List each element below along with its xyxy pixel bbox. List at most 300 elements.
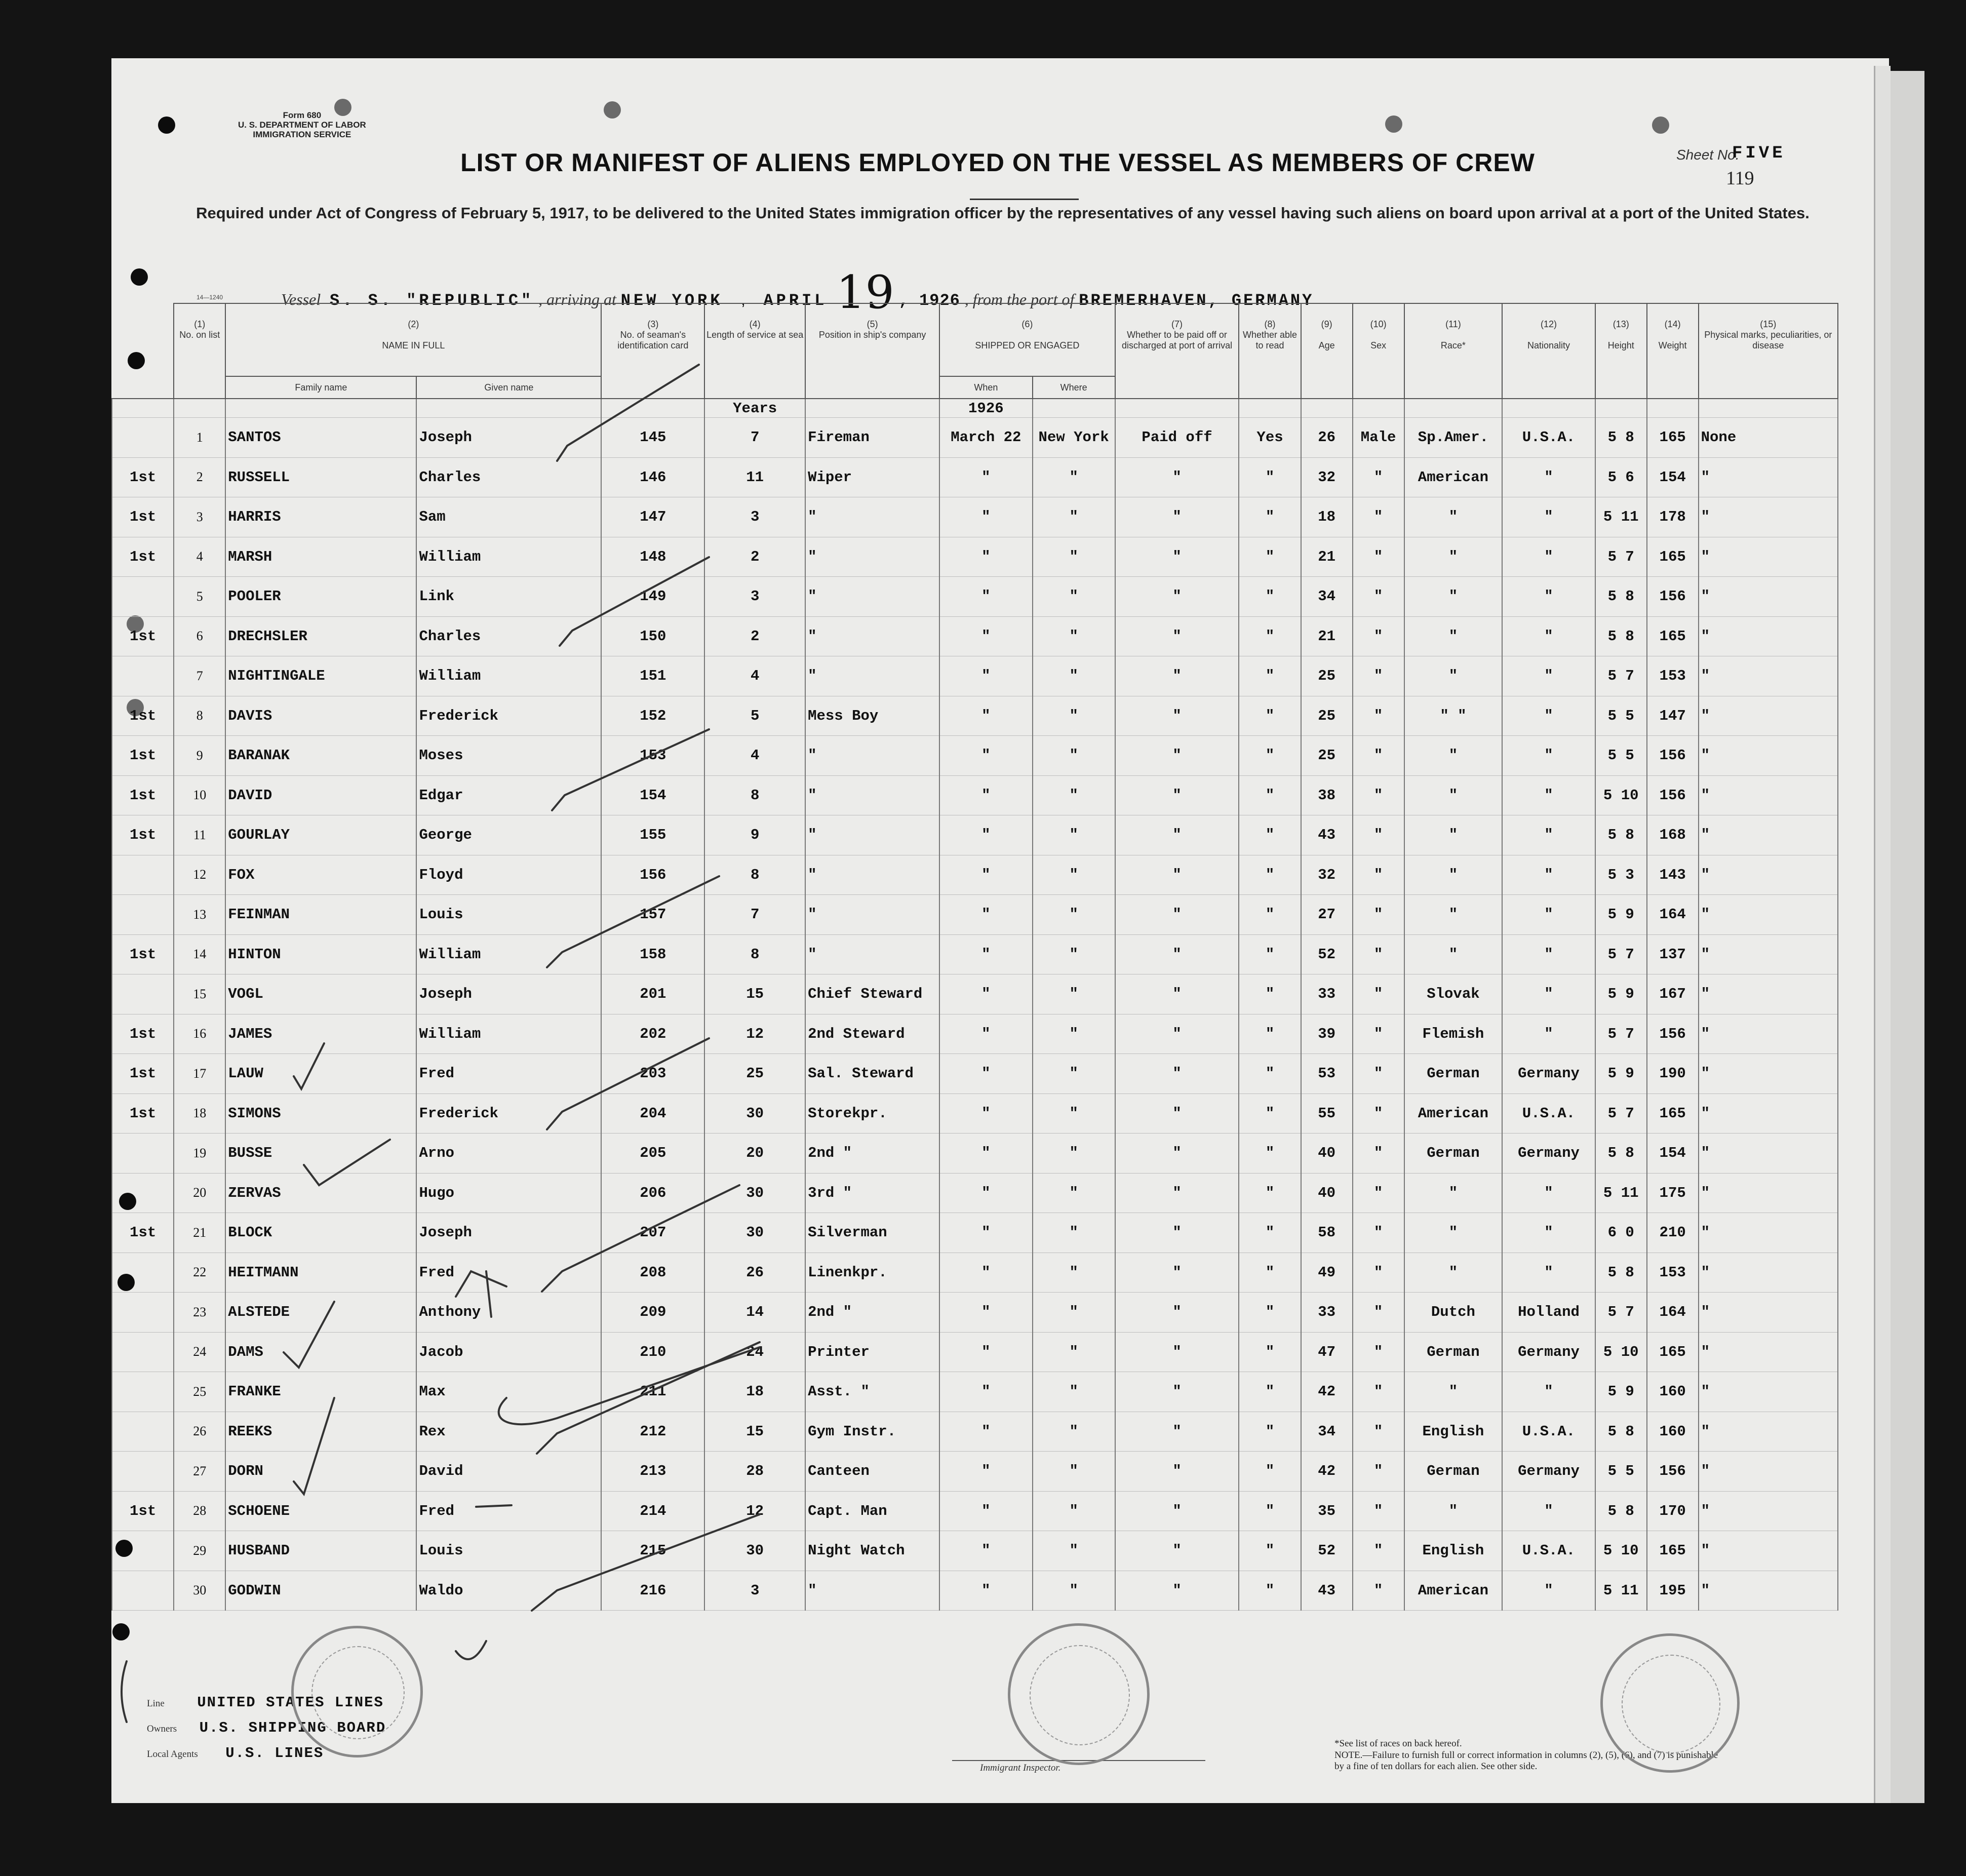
cell-shipped-when: ": [939, 1014, 1032, 1054]
cell-weight: 164: [1647, 1293, 1699, 1333]
cell-age: 32: [1301, 855, 1353, 895]
cell-physical-marks: ": [1699, 497, 1838, 537]
cell-paid-off: ": [1115, 1054, 1239, 1094]
cell-shipped-when: ": [939, 1173, 1032, 1213]
cell-given-name: Edgar: [416, 775, 601, 815]
cell-nationality: Holland: [1502, 1293, 1595, 1333]
cell-nationality: ": [1502, 497, 1595, 537]
cell-race: Slovak: [1404, 974, 1503, 1014]
cell-nationality: ": [1502, 577, 1595, 617]
cell-paid-off: ": [1115, 1571, 1239, 1611]
cell-weight: 165: [1647, 418, 1699, 458]
cell-position: 2nd Steward: [805, 1014, 939, 1054]
cell-physical-marks: ": [1699, 895, 1838, 935]
cell-weight: 160: [1647, 1372, 1699, 1412]
cell-family-name: DORN: [225, 1452, 416, 1492]
cell-able-to-read: ": [1239, 1531, 1301, 1571]
cell-years-service: 25: [704, 1054, 805, 1094]
cell-row-mark: 1st: [112, 1093, 174, 1134]
line-label: Line: [147, 1698, 165, 1709]
cell-paid-off: ": [1115, 1491, 1239, 1531]
cell-position: ": [805, 577, 939, 617]
manifest-subtitle: Required under Act of Congress of February 5, 1917, to be delivered to the United States immigration officer by the representatives of any vessel having such aliens on board upon arrival at a port of the United States.: [196, 204, 1810, 222]
vessel-line: Vessel S. S. "REPUBLIC" , arriving at NEW YORK , APRIL 19 , 1926 , from the port of BREMERHAVEN, GERMANY: [281, 266, 1314, 319]
cell-shipped-when: ": [939, 1213, 1032, 1253]
cell-paid-off: ": [1115, 1531, 1239, 1571]
cell-row-mark: 1st: [112, 616, 174, 656]
cell-family-name: MARSH: [225, 537, 416, 577]
cell-sex: ": [1353, 1332, 1404, 1372]
cell-sex: ": [1353, 1134, 1404, 1174]
cell-shipped-where: ": [1033, 1134, 1115, 1174]
cell-shipped-when: ": [939, 1531, 1032, 1571]
cell-position: Chief Steward: [805, 974, 939, 1014]
cell-nationality: ": [1502, 815, 1595, 855]
cell-id-card-number: 206: [601, 1173, 704, 1213]
cell-id-card-number: 208: [601, 1253, 704, 1293]
cell-years-service: 15: [704, 974, 805, 1014]
cell-row-number: 5: [174, 577, 225, 617]
cell-age: 47: [1301, 1332, 1353, 1372]
cell-nationality: ": [1502, 656, 1595, 696]
cell-weight: 170: [1647, 1491, 1699, 1531]
cell-nationality: ": [1502, 974, 1595, 1014]
cell-paid-off: ": [1115, 696, 1239, 736]
cell-row-mark: 1st: [112, 1054, 174, 1094]
cell-position: ": [805, 497, 939, 537]
cell-position: Canteen: [805, 1452, 939, 1492]
cell-age: 18: [1301, 497, 1353, 537]
cell-age: 58: [1301, 1213, 1353, 1253]
cell-given-name: Joseph: [416, 1213, 601, 1253]
cell-paid-off: ": [1115, 656, 1239, 696]
cell-family-name: REEKS: [225, 1412, 416, 1452]
col-given-header: Given name: [416, 376, 601, 399]
cell-able-to-read: ": [1239, 577, 1301, 617]
cell-age: 52: [1301, 1531, 1353, 1571]
cell-shipped-where: ": [1033, 1452, 1115, 1492]
cell-row-mark: 1st: [112, 457, 174, 497]
cell-race: ": [1404, 1372, 1503, 1412]
cell-family-name: BUSSE: [225, 1134, 416, 1174]
cell-height: 5 7: [1595, 934, 1647, 974]
cell-family-name: SCHOENE: [225, 1491, 416, 1531]
cell-position: Fireman: [805, 418, 939, 458]
cell-sex: ": [1353, 537, 1404, 577]
cell-id-card-number: 157: [601, 895, 704, 935]
cell-physical-marks: ": [1699, 656, 1838, 696]
owners-value: U.S. SHIPPING BOARD: [199, 1719, 386, 1736]
cell-race: German: [1404, 1332, 1503, 1372]
cell-race: ": [1404, 736, 1503, 776]
cell-race: Dutch: [1404, 1293, 1503, 1333]
cell-sex: ": [1353, 696, 1404, 736]
cell-family-name: POOLER: [225, 577, 416, 617]
cell-row-number: 16: [174, 1014, 225, 1054]
cell-years-service: 30: [704, 1213, 805, 1253]
cell-nationality: ": [1502, 1491, 1595, 1531]
cell-family-name: HINTON: [225, 934, 416, 974]
cell-race: ": [1404, 855, 1503, 895]
cell-given-name: Link: [416, 577, 601, 617]
cell-race: English: [1404, 1531, 1503, 1571]
cell-race: American: [1404, 1093, 1503, 1134]
cell-row-number: 12: [174, 855, 225, 895]
cell-race: ": [1404, 775, 1503, 815]
cell-row-number: 26: [174, 1412, 225, 1452]
cell-physical-marks: ": [1699, 1332, 1838, 1372]
cell-shipped-when: ": [939, 1054, 1032, 1094]
cell-shipped-where: ": [1033, 457, 1115, 497]
form-number: Form 680: [283, 110, 322, 120]
cell-height: 5 8: [1595, 1412, 1647, 1452]
cell-paid-off: ": [1115, 1332, 1239, 1372]
cell-sex: ": [1353, 1491, 1404, 1531]
cell-physical-marks: ": [1699, 934, 1838, 974]
cell-given-name: William: [416, 656, 601, 696]
cell-physical-marks: ": [1699, 1093, 1838, 1134]
cell-id-card-number: 205: [601, 1134, 704, 1174]
cell-years-service: 20: [704, 1134, 805, 1174]
check-mark: [284, 1302, 334, 1367]
cell-weight: 147: [1647, 696, 1699, 736]
cell-weight: 195: [1647, 1571, 1699, 1611]
cell-shipped-when: ": [939, 537, 1032, 577]
cell-years-service: 28: [704, 1452, 805, 1492]
cell-weight: 143: [1647, 855, 1699, 895]
cell-race: German: [1404, 1054, 1503, 1094]
cell-shipped-when: ": [939, 1253, 1032, 1293]
cell-paid-off: ": [1115, 895, 1239, 935]
cell-able-to-read: ": [1239, 497, 1301, 537]
cell-family-name: BARANAK: [225, 736, 416, 776]
cell-family-name: JAMES: [225, 1014, 416, 1054]
col-where-header: Where: [1033, 376, 1115, 399]
cell-row-mark: 1st: [112, 696, 174, 736]
cell-family-name: FRANKE: [225, 1372, 416, 1412]
cell-age: 42: [1301, 1452, 1353, 1492]
cell-position: 2nd ": [805, 1293, 939, 1333]
cell-shipped-when: ": [939, 974, 1032, 1014]
cell-shipped-where: ": [1033, 1491, 1115, 1531]
cell-paid-off: ": [1115, 457, 1239, 497]
cell-weight: 156: [1647, 1452, 1699, 1492]
cell-sex: ": [1353, 1253, 1404, 1293]
cell-years-service: 14: [704, 1293, 805, 1333]
agents-label: Local Agents: [147, 1749, 198, 1760]
cell-shipped-where: ": [1033, 1571, 1115, 1611]
cell-id-card-number: 155: [601, 815, 704, 855]
cell-given-name: Fred: [416, 1491, 601, 1531]
cell-row-number: 30: [174, 1571, 225, 1611]
cell-able-to-read: ": [1239, 775, 1301, 815]
cell-row-number: 15: [174, 974, 225, 1014]
cell-age: 34: [1301, 577, 1353, 617]
vessel-name: S. S. "REPUBLIC": [329, 291, 534, 310]
cell-shipped-where: ": [1033, 577, 1115, 617]
cell-years-service: 11: [704, 457, 805, 497]
cell-years-service: 2: [704, 616, 805, 656]
cell-nationality: ": [1502, 1213, 1595, 1253]
cell-nationality: ": [1502, 736, 1595, 776]
check-mark: [560, 557, 709, 646]
col-family-header: Family name: [225, 376, 416, 399]
cell-able-to-read: Yes: [1239, 418, 1301, 458]
cell-id-card-number: 145: [601, 418, 704, 458]
cell-weight: 160: [1647, 1412, 1699, 1452]
col-weight-header: (14) Weight: [1647, 303, 1699, 399]
form-service: IMMIGRATION SERVICE: [253, 130, 351, 139]
cell-shipped-where: ": [1033, 1253, 1115, 1293]
cell-row-number: 10: [174, 775, 225, 815]
inspector-label: Immigrant Inspector.: [980, 1763, 1061, 1773]
cell-row-mark: 1st: [112, 537, 174, 577]
cell-row-number: 2: [174, 457, 225, 497]
cell-able-to-read: ": [1239, 1491, 1301, 1531]
cell-able-to-read: ": [1239, 457, 1301, 497]
cell-shipped-where: ": [1033, 815, 1115, 855]
col-read-header: (8) Whether able to read: [1239, 303, 1301, 399]
cell-family-name: ZERVAS: [225, 1173, 416, 1213]
cell-position: ": [805, 736, 939, 776]
cell-given-name: Max: [416, 1372, 601, 1412]
cell-row-number: 3: [174, 497, 225, 537]
cell-sex: ": [1353, 616, 1404, 656]
cell-shipped-when: ": [939, 855, 1032, 895]
col-when-header: When: [939, 376, 1032, 399]
cell-sex: ": [1353, 1213, 1404, 1253]
cell-row-number: 19: [174, 1134, 225, 1174]
cell-shipped-when: ": [939, 895, 1032, 935]
cell-position: ": [805, 616, 939, 656]
cell-row-mark: 1st: [112, 1491, 174, 1531]
cell-race: American: [1404, 1571, 1503, 1611]
cell-age: 35: [1301, 1491, 1353, 1531]
cell-physical-marks: ": [1699, 1491, 1838, 1531]
cell-id-card-number: 204: [601, 1093, 704, 1134]
cell-given-name: William: [416, 537, 601, 577]
cell-row-number: 22: [174, 1253, 225, 1293]
cell-weight: 190: [1647, 1054, 1699, 1094]
cell-id-card-number: 146: [601, 457, 704, 497]
cell-weight: 154: [1647, 457, 1699, 497]
cell-height: 5 7: [1595, 1014, 1647, 1054]
cell-race: Flemish: [1404, 1014, 1503, 1054]
cell-shipped-where: ": [1033, 1093, 1115, 1134]
cell-row-number: 1: [174, 418, 225, 458]
cell-shipped-when: ": [939, 1491, 1032, 1531]
cell-physical-marks: ": [1699, 1293, 1838, 1333]
cell-sex: ": [1353, 1054, 1404, 1094]
cell-family-name: DRECHSLER: [225, 616, 416, 656]
cell-position: Night Watch: [805, 1531, 939, 1571]
cell-age: 21: [1301, 537, 1353, 577]
col-service-header: (4) Length of service at sea: [704, 303, 805, 399]
cell-paid-off: ": [1115, 1173, 1239, 1213]
cell-weight: 153: [1647, 1253, 1699, 1293]
col-name-header: (2) NAME IN FULL: [225, 303, 601, 376]
cell-given-name: Louis: [416, 1531, 601, 1571]
cell-sex: ": [1353, 656, 1404, 696]
cell-race: ": [1404, 537, 1503, 577]
cell-row-number: 8: [174, 696, 225, 736]
cell-position: 2nd ": [805, 1134, 939, 1174]
cell-paid-off: ": [1115, 616, 1239, 656]
cell-shipped-where: ": [1033, 537, 1115, 577]
cell-shipped-when: ": [939, 815, 1032, 855]
cell-position: ": [805, 537, 939, 577]
cell-nationality: ": [1502, 457, 1595, 497]
cell-weight: 165: [1647, 616, 1699, 656]
cell-years-service: 30: [704, 1093, 805, 1134]
cell-able-to-read: ": [1239, 895, 1301, 935]
cell-paid-off: ": [1115, 1412, 1239, 1452]
cell-able-to-read: ": [1239, 1293, 1301, 1333]
cell-height: 5 8: [1595, 1491, 1647, 1531]
check-mark: [304, 1140, 390, 1185]
cell-weight: 156: [1647, 775, 1699, 815]
cell-nationality: ": [1502, 696, 1595, 736]
cell-height: 5 8: [1595, 1253, 1647, 1293]
cell-id-card-number: 214: [601, 1491, 704, 1531]
cell-nationality: ": [1502, 537, 1595, 577]
cell-height: 5 8: [1595, 616, 1647, 656]
cell-able-to-read: ": [1239, 1014, 1301, 1054]
cell-id-card-number: 151: [601, 656, 704, 696]
cell-age: 53: [1301, 1054, 1353, 1094]
cell-shipped-when: ": [939, 775, 1032, 815]
cell-row-mark: 1st: [112, 934, 174, 974]
cell-family-name: LAUW: [225, 1054, 416, 1094]
cell-given-name: Anthony: [416, 1293, 601, 1333]
cell-given-name: Waldo: [416, 1571, 601, 1611]
cell-given-name: Jacob: [416, 1332, 601, 1372]
cell-nationality: ": [1502, 1571, 1595, 1611]
cell-able-to-read: ": [1239, 1253, 1301, 1293]
cell-position: Wiper: [805, 457, 939, 497]
cell-sex: ": [1353, 775, 1404, 815]
cell-paid-off: ": [1115, 1213, 1239, 1253]
cell-sex: ": [1353, 577, 1404, 617]
cell-shipped-where: ": [1033, 656, 1115, 696]
cell-race: ": [1404, 895, 1503, 935]
cell-family-name: NIGHTINGALE: [225, 656, 416, 696]
cell-race: ": [1404, 934, 1503, 974]
cell-physical-marks: ": [1699, 1014, 1838, 1054]
cell-id-card-number: 211: [601, 1372, 704, 1412]
cell-years-service: 18: [704, 1372, 805, 1412]
cell-sex: ": [1353, 934, 1404, 974]
cell-row-number: 20: [174, 1173, 225, 1213]
cell-age: 52: [1301, 934, 1353, 974]
cell-weight: 153: [1647, 656, 1699, 696]
cell-id-card-number: 213: [601, 1452, 704, 1492]
cell-age: 21: [1301, 616, 1353, 656]
sheet-stamp-number: 119: [1726, 168, 1754, 189]
cell-nationality: Germany: [1502, 1054, 1595, 1094]
cell-physical-marks: ": [1699, 1531, 1838, 1571]
cell-family-name: HARRIS: [225, 497, 416, 537]
cell-given-name: Hugo: [416, 1173, 601, 1213]
cell-age: 43: [1301, 815, 1353, 855]
cell-nationality: ": [1502, 616, 1595, 656]
cell-years-service: 4: [704, 736, 805, 776]
cell-given-name: Charles: [416, 616, 601, 656]
sheet-number-label: Sheet No.: [1676, 147, 1740, 163]
cell-given-name: Sam: [416, 497, 601, 537]
cell-given-name: William: [416, 934, 601, 974]
cell-position: Linenkpr.: [805, 1253, 939, 1293]
cell-id-card-number: 147: [601, 497, 704, 537]
cell-years-service: 3: [704, 577, 805, 617]
cell-years-service: 4: [704, 656, 805, 696]
cell-paid-off: ": [1115, 736, 1239, 776]
cell-physical-marks: ": [1699, 537, 1838, 577]
cell-position: ": [805, 775, 939, 815]
cell-row-number: 11: [174, 815, 225, 855]
cell-shipped-when: ": [939, 1332, 1032, 1372]
cell-height: 5 7: [1595, 537, 1647, 577]
cell-physical-marks: None: [1699, 418, 1838, 458]
cell-race: ": [1404, 1213, 1503, 1253]
cell-sex: ": [1353, 895, 1404, 935]
cell-paid-off: ": [1115, 815, 1239, 855]
cell-shipped-where: ": [1033, 974, 1115, 1014]
cell-race: English: [1404, 1412, 1503, 1452]
race-note: *See list of races on back hereof.: [1334, 1738, 1462, 1749]
cell-id-card-number: 202: [601, 1014, 704, 1054]
cell-row-number: 25: [174, 1372, 225, 1412]
cell-height: 5 6: [1595, 457, 1647, 497]
cell-nationality: Germany: [1502, 1332, 1595, 1372]
cell-age: 38: [1301, 775, 1353, 815]
cell-position: ": [805, 934, 939, 974]
cell-shipped-where: ": [1033, 1014, 1115, 1054]
check-mark: [294, 1043, 324, 1089]
cell-row-number: 17: [174, 1054, 225, 1094]
cell-id-card-number: 209: [601, 1293, 704, 1333]
cell-family-name: FEINMAN: [225, 895, 416, 935]
cell-shipped-when: ": [939, 577, 1032, 617]
cell-paid-off: ": [1115, 577, 1239, 617]
cell-weight: 165: [1647, 1531, 1699, 1571]
cell-sex: ": [1353, 1293, 1404, 1333]
cell-able-to-read: ": [1239, 1054, 1301, 1094]
cell-nationality: ": [1502, 1173, 1595, 1213]
cell-shipped-where: ": [1033, 1213, 1115, 1253]
stray-mark: [122, 1661, 127, 1722]
cell-position: Silverman: [805, 1213, 939, 1253]
cell-physical-marks: ": [1699, 974, 1838, 1014]
cell-given-name: Joseph: [416, 974, 601, 1014]
cell-id-card-number: 156: [601, 855, 704, 895]
cell-given-name: Fred: [416, 1253, 601, 1293]
cell-race: ": [1404, 656, 1503, 696]
cell-given-name: Frederick: [416, 1093, 601, 1134]
cell-years-service: 5: [704, 696, 805, 736]
line-value: UNITED STATES LINES: [197, 1694, 384, 1711]
cell-years-service: 2: [704, 537, 805, 577]
cell-race: ": [1404, 577, 1503, 617]
print-code: 14—1240: [196, 294, 223, 301]
cell-shipped-where: ": [1033, 1332, 1115, 1372]
cell-able-to-read: ": [1239, 1213, 1301, 1253]
cell-able-to-read: ": [1239, 1372, 1301, 1412]
cell-age: 40: [1301, 1173, 1353, 1213]
cell-id-card-number: 149: [601, 577, 704, 617]
cell-given-name: Louis: [416, 895, 601, 935]
cell-given-name: Rex: [416, 1412, 601, 1452]
